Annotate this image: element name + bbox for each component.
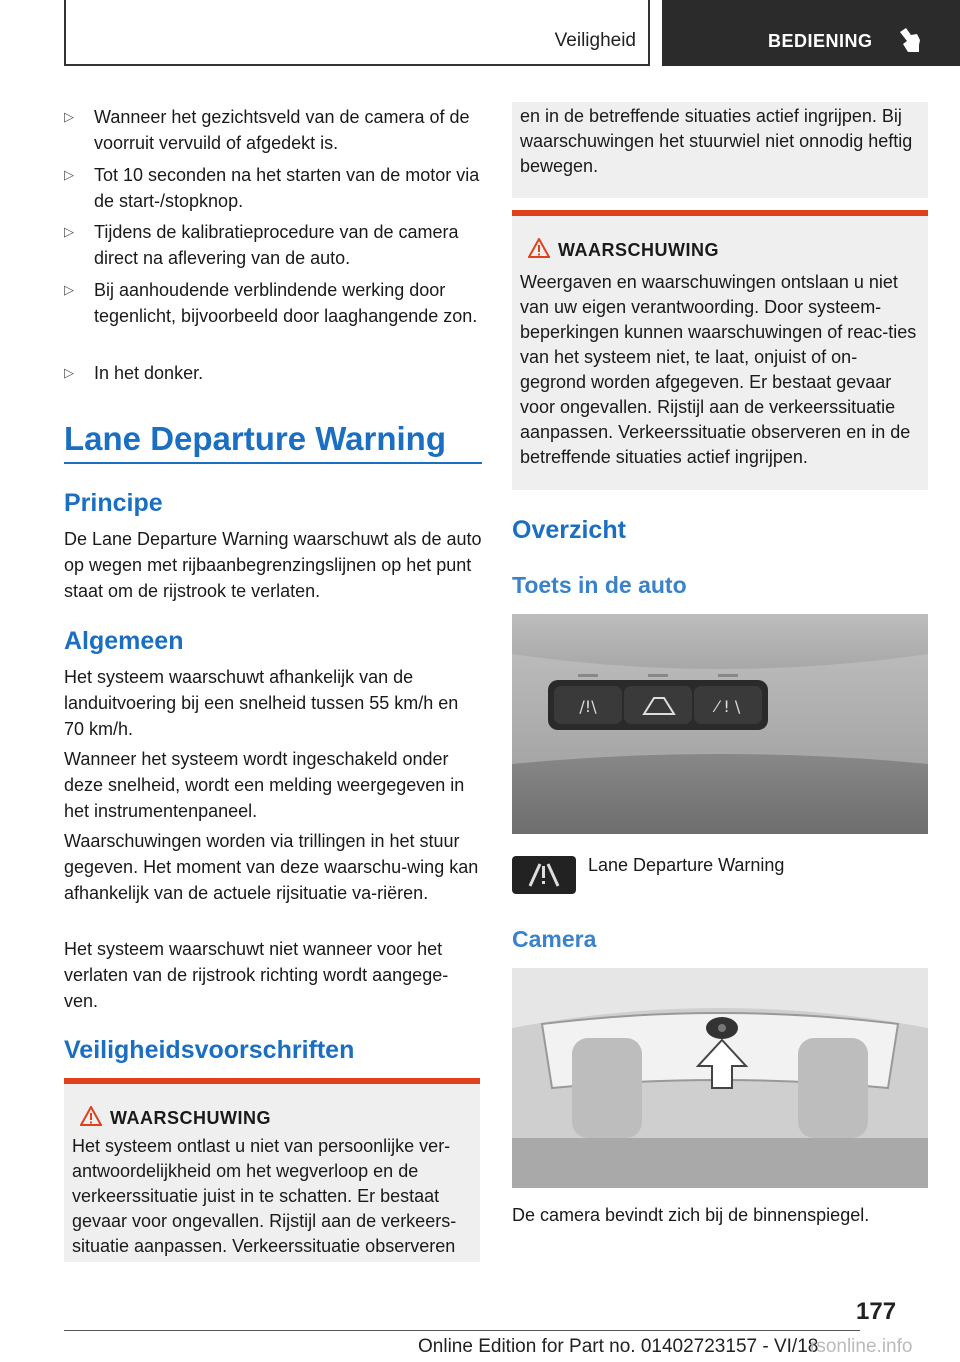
heading-principe: Principe: [64, 489, 163, 517]
pointing-hand-icon: [896, 26, 922, 54]
warning-bar: [64, 1078, 480, 1084]
footer-watermark: rsonline.info: [810, 1336, 913, 1357]
triangle-bullet-icon: ▷: [64, 224, 74, 239]
algemeen-paragraph-1: Het systeem waarschuwt afhankelijk van de landuitvoering bij een snelheid tussen 55 km/h en 70 km/h.: [64, 667, 459, 739]
car-interior-illustration: [512, 968, 928, 1188]
warning-label: WAARSCHUWING: [110, 1108, 271, 1128]
warning-triangle-icon: [80, 1106, 102, 1126]
title-divider: [64, 462, 482, 464]
header-chapter-label: BEDIENING: [768, 31, 873, 51]
heading-overzicht: Overzicht: [512, 516, 626, 544]
camera-location-photo: [512, 968, 928, 1188]
warning-bar: [512, 210, 928, 216]
button-panel-illustration: [512, 614, 928, 834]
heading-veiligheidsvoorschriften: Veiligheidsvoorschriften: [64, 1036, 355, 1064]
triangle-bullet-icon: ▷: [64, 365, 74, 380]
header-chapter-tab[interactable]: [662, 0, 960, 66]
footer-edition: Online Edition for Part no. 01402723157 - VI/18: [418, 1336, 819, 1357]
camera-caption: De camera bevindt zich bij de binnenspiegel.: [512, 1205, 870, 1225]
warning-text-continued: en in de betreffende situaties actief ingrijpen. Bij waarschuwingen het stuurwiel niet onnodig heftig bewegen.: [520, 106, 913, 176]
header-rule-bottom: [64, 64, 650, 66]
warning-text: Weergaven en waarschuwingen ontslaan u niet van uw eigen verantwoording. Door systeem-beperkingen kunnen waarschuwingen of reac-ties van het systeem niet, te laat, onjuist of on-gegrond worden afgegeven. Er bestaat gevaar voor ongevallen. Rijstijl aan de verkeerssituatie aanpassen. Verkeerssituatie observeren en in de betreffende situaties actief ingrijpen.: [520, 272, 917, 467]
header-rule-right: [648, 0, 650, 66]
algemeen-paragraph-3: Waarschuwingen worden via trillingen in het stuur gegeven. Het moment van deze waarschu-wing kan afhankelijk van de actuele rijsituatie va-riëren.: [64, 831, 479, 903]
warning-text: Het systeem ontlast u niet van persoonlijke ver-antwoordelijkheid om het wegverloop en de verkeerssituatie juist in te schatten. Er bestaat gevaar voor ongevallen. Rijstijl aan de verkeers-situatie aanpassen. Verkeerssituatie observeren: [72, 1136, 457, 1256]
page-title: Lane Departure Warning: [64, 420, 446, 457]
svg-text:⁄ ! \: ⁄ ! \: [715, 697, 741, 716]
heading-toets-in-de-auto: Toets in de auto: [512, 572, 687, 598]
page-number: 177: [856, 1298, 897, 1325]
triangle-bullet-icon: ▷: [64, 282, 74, 297]
algemeen-paragraph-2: Wanneer het systeem wordt ingeschakeld onder deze snelheid, wordt een melding weergegeven in het instrumentenpaneel.: [64, 749, 465, 821]
button-panel-photo: [512, 614, 928, 834]
lane-departure-button-icon: [512, 856, 576, 894]
header-section-title: Veiligheid: [554, 30, 636, 51]
warning-box-continued: [512, 102, 928, 198]
heading-algemeen: Algemeen: [64, 627, 184, 655]
warning-triangle-icon: [528, 238, 550, 258]
warning-box-2: [512, 210, 928, 490]
triangle-bullet-icon: ▷: [64, 167, 74, 182]
algemeen-paragraph-4: Het systeem waarschuwt niet wanneer voor het verlaten van de rijstrook richting wordt aangege-ven.: [64, 939, 449, 1011]
button-caption: Lane Departure Warning: [588, 855, 785, 875]
warning-box-1: [64, 1078, 480, 1262]
principe-text: De Lane Departure Warning waarschuwt als de auto op wegen met rijbaanbegrenzingslijnen op het punt staat om de rijstrook te verlaten.: [64, 529, 482, 601]
heading-camera: Camera: [512, 926, 597, 952]
footer-divider: [64, 1330, 860, 1331]
warning-label: WAARSCHUWING: [558, 240, 719, 260]
triangle-bullet-icon: ▷: [64, 109, 74, 124]
svg-text:/!\: /!\: [579, 697, 597, 716]
